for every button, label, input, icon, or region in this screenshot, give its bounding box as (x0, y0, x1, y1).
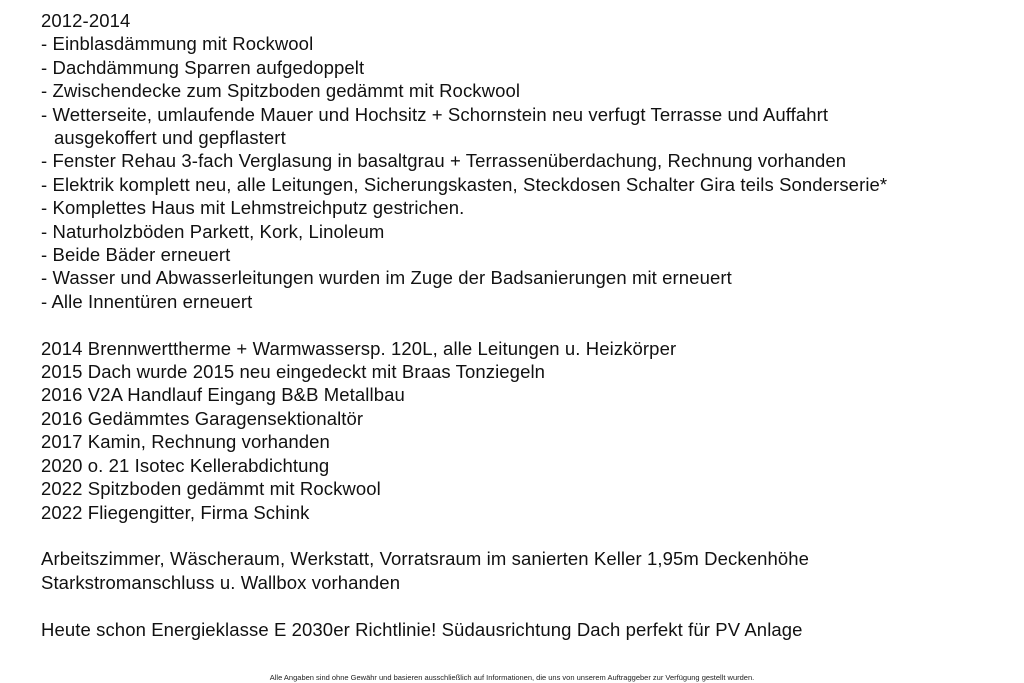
year-item: 2015 Dach wurde 2015 neu eingedeckt mit Braas Tonziegeln (41, 361, 546, 383)
list-item: - Komplettes Haus mit Lehmstreichputz gestrichen. (41, 197, 465, 219)
renovation-section (41, 9, 1016, 313)
spacer (41, 524, 1016, 547)
year-item: 2016 V2A Handlauf Eingang B&B Metallbau (41, 384, 405, 406)
extras-line: Arbeitszimmer, Wäscheraum, Werkstatt, Vorratsraum im sanierten Keller 1,95m Deckenhöhe (41, 548, 810, 570)
spacer (41, 313, 1016, 336)
year-item: 2020 o. 21 Isotec Kellerabdichtung (41, 454, 330, 476)
list-item-continuation: ausgekoffert und gepflastert (54, 127, 286, 149)
extras-line: Starkstromanschluss u. Wallbox vorhanden (41, 571, 401, 593)
list-item: - Einblasdämmung mit Rockwool (41, 33, 314, 55)
year-item: 2014 Brennwerttherme + Warmwassersp. 120L, alle Leitungen u. Heizkörper (41, 337, 677, 359)
year-item: 2022 Spitzboden gedämmt mit Rockwool (41, 478, 381, 500)
yearly-section (41, 337, 1016, 524)
list-item: - Wasser und Abwasserleitungen wurden im Zuge der Badsanierungen mit erneuert (41, 267, 732, 289)
list-item: - Alle Innentüren erneuert (41, 290, 253, 312)
section-heading: 2012-2014 (41, 10, 131, 31)
document-body (41, 9, 1016, 641)
list-item: - Wetterseite, umlaufende Mauer und Hochsitz + Schornstein neu verfugt Terrasse und Auffahrt (41, 103, 829, 125)
list-item: - Beide Bäder erneuert (41, 244, 231, 266)
year-item: 2017 Kamin, Rechnung vorhanden (41, 431, 330, 453)
disclaimer-footer: Alle Angaben sind ohne Gewähr und basieren ausschließlich auf Informationen, die uns von unserem Auftraggeber zur Verfügung gestellt wurden. (269, 673, 755, 682)
list-item: - Fenster Rehau 3-fach Verglasung in basaltgrau + Terrassenüberdachung, Rechnung vorhanden (41, 150, 847, 172)
list-item: - Zwischendecke zum Spitzboden gedämmt mit Rockwool (41, 80, 521, 102)
extras-section (41, 547, 1016, 594)
list-item: - Dachdämmung Sparren aufgedoppelt (41, 56, 365, 78)
list-item: - Naturholzböden Parkett, Kork, Linoleum (41, 220, 385, 242)
list-item: - Elektrik komplett neu, alle Leitungen, Sicherungskasten, Steckdosen Schalter Gira teils Sonderserie* (41, 173, 888, 195)
year-item: 2022 Fliegengitter, Firma Schink (41, 501, 310, 523)
spacer (41, 594, 1016, 617)
highlight-line: Heute schon Energieklasse E 2030er Richtlinie! Südausrichtung Dach perfekt für PV Anlage (41, 618, 803, 640)
year-item: 2016 Gedämmtes Garagensektionaltör (41, 407, 364, 429)
